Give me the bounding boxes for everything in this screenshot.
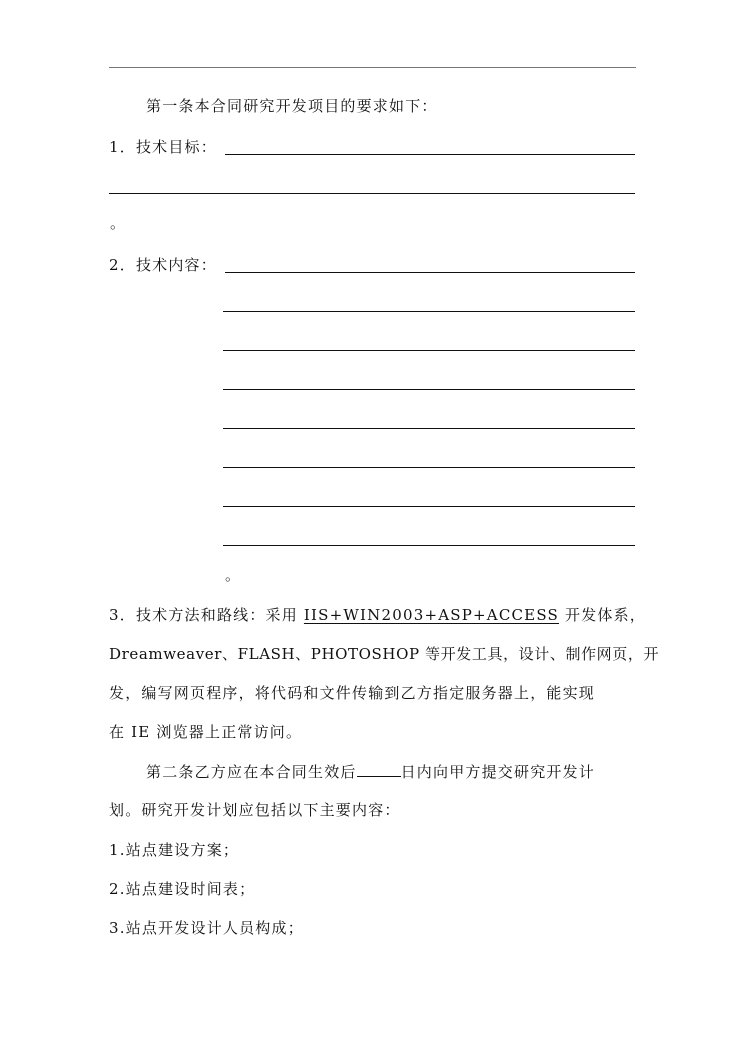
item1-blank-line-1[interactable]	[225, 154, 635, 155]
item3-line-1	[109, 605, 646, 625]
article2-line-2: 划。研究开发计划应包括以下主要内容：	[109, 801, 401, 819]
list-item: 1.站点建设方案；	[109, 841, 240, 859]
days-blank[interactable]	[357, 762, 401, 777]
item2-end-mark: 。	[225, 566, 242, 584]
item2-blank-line-8[interactable]	[223, 545, 635, 546]
item3-line-2: Dreamweaver、FLASH、PHOTOSHOP 等开发工具，设计、制作网页，开	[109, 645, 660, 663]
item3-line-3: 发，编写网页程序，将代码和文件传输到乙方指定服务器上，能实现	[109, 684, 596, 702]
item1-end-mark: 。	[110, 214, 127, 232]
header-rule	[109, 67, 636, 68]
item2-blank-line-5[interactable]	[223, 428, 635, 429]
item3-suffix: 开发体系，	[559, 606, 646, 624]
article2-prefix: 第二条乙方应在本合同生效后	[146, 763, 357, 781]
item3-underlined-stack: IIS+WIN2003+ASP+ACCESS	[303, 606, 560, 624]
item3-line-4: 在 IE 浏览器上正常访问。	[109, 723, 303, 741]
item2-blank-line-6[interactable]	[223, 467, 635, 468]
item2-blank-line-1[interactable]	[225, 272, 635, 273]
item2-blank-line-4[interactable]	[223, 389, 635, 390]
list-item: 3.站点开发设计人员构成；	[109, 919, 304, 937]
item1-label: 1．技术目标：	[109, 138, 217, 156]
item2-blank-line-7[interactable]	[223, 506, 635, 507]
list-item: 2.站点建设时间表；	[109, 880, 256, 898]
item2-blank-line-2[interactable]	[223, 311, 635, 312]
item3-prefix: 3．技术方法和路线：采用	[109, 606, 304, 624]
article2-line-1	[146, 762, 595, 782]
item2-blank-line-3[interactable]	[223, 350, 635, 351]
item1-blank-line-2[interactable]	[109, 193, 635, 194]
article1-intro: 第一条本合同研究开发项目的要求如下：	[146, 97, 438, 115]
article2-suffix: 日内向甲方提交研究开发计	[400, 763, 596, 781]
item2-label: 2．技术内容：	[109, 256, 217, 274]
